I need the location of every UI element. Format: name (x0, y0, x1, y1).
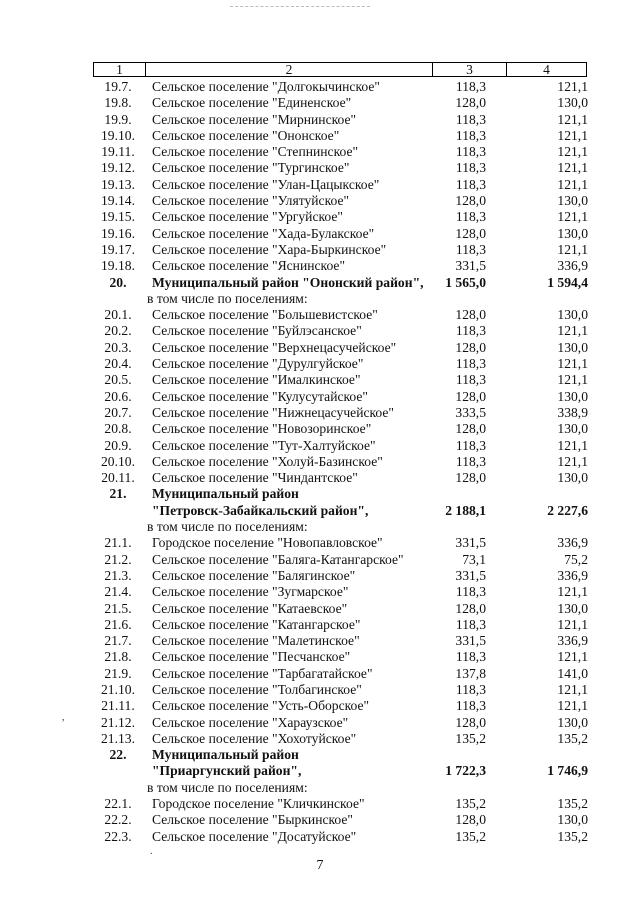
row-value-col3: 331,5 (455, 633, 486, 649)
row-number: 20.8. (104, 421, 132, 437)
row-number: 21.6. (104, 616, 132, 632)
row-value-col3: 2 188,1 (445, 502, 486, 518)
row-value-col4: 121,1 (557, 649, 588, 665)
district-row (0, 486, 640, 502)
row-number: 19.13. (101, 176, 135, 192)
row-value-col4: 121,1 (557, 209, 588, 225)
row-value-col3: 135,2 (455, 828, 486, 844)
row-number: 20.5. (104, 372, 132, 388)
row-value-col3: 128,0 (455, 812, 486, 828)
row-number: 20.9. (104, 437, 132, 453)
row-value-col3: 118,3 (455, 356, 486, 372)
row-name: Сельское поселение "Тургинское" (152, 160, 350, 176)
table-row (0, 584, 640, 600)
row-number: 19.11. (101, 144, 135, 160)
row-value-col3: 118,3 (455, 453, 486, 469)
row-number: 21.7. (104, 633, 132, 649)
row-value-col4: 130,0 (557, 388, 588, 404)
row-number: 21.11. (101, 698, 135, 714)
row-name: в том числе по поселениям: (147, 779, 308, 795)
row-value-col4: 130,0 (557, 421, 588, 437)
table-row (0, 356, 640, 372)
table-row (0, 226, 640, 242)
row-name: Сельское поселение "Толбагинское" (152, 681, 362, 697)
table-row (0, 95, 640, 111)
table-row (0, 731, 640, 747)
table-body (0, 79, 640, 845)
row-value-col3: 118,3 (455, 616, 486, 632)
table-row (0, 666, 640, 682)
row-number: 21.13. (101, 730, 135, 746)
row-value-col4: 121,1 (557, 372, 588, 388)
table-row (0, 698, 640, 714)
row-name: Сельское поселение "Малетинское" (152, 633, 360, 649)
row-value-col3: 331,5 (455, 567, 486, 583)
row-value-col3: 118,3 (455, 111, 486, 127)
row-number: 19.12. (101, 160, 135, 176)
row-value-col3: 118,3 (455, 127, 486, 143)
row-name: "Приаргунский район", (152, 763, 302, 779)
row-value-col4: 121,1 (557, 127, 588, 143)
row-number: 19.15. (101, 209, 135, 225)
table-row (0, 160, 640, 176)
scan-speck: , (62, 712, 65, 723)
table-row (0, 79, 640, 95)
row-name: Сельское поселение "Кулусутайское" (152, 388, 368, 404)
scan-artifact-line (230, 6, 370, 7)
row-name: Сельское поселение "Катангарское" (152, 616, 361, 632)
row-value-col3: 73,1 (462, 551, 486, 567)
row-value-col4: 130,0 (557, 600, 588, 616)
row-value-col4: 130,0 (557, 95, 588, 111)
row-value-col3: 128,0 (455, 193, 486, 209)
table-row (0, 535, 640, 551)
row-value-col3: 128,0 (455, 714, 486, 730)
row-number: 20. (109, 274, 127, 290)
row-number: 19.8. (104, 95, 132, 111)
row-value-col4: 336,9 (557, 258, 588, 274)
row-number: 21.12. (101, 714, 135, 730)
row-name: Сельское поселение "Балягинское" (152, 567, 356, 583)
table-row (0, 177, 640, 193)
row-value-col4: 336,9 (557, 633, 588, 649)
table-header (93, 62, 587, 77)
row-number: 20.4. (104, 356, 132, 372)
row-number: 19.17. (101, 241, 135, 257)
row-value-col3: 331,5 (455, 258, 486, 274)
row-name: Сельское поселение "Хохотуйское" (152, 730, 357, 746)
table-row (0, 421, 640, 437)
row-value-col3: 118,3 (455, 649, 486, 665)
table-row (0, 617, 640, 633)
table-row (0, 470, 640, 486)
table-row (0, 796, 640, 812)
page-number: 7 (316, 858, 324, 873)
row-value-col4: 121,1 (557, 584, 588, 600)
row-name: Сельское поселение "Ургуйское" (152, 209, 343, 225)
table-row (0, 389, 640, 405)
row-value-col4: 121,1 (557, 437, 588, 453)
row-name: Сельское поселение "Единенское" (152, 95, 352, 111)
row-number: 20.2. (104, 323, 132, 339)
row-number: 19.14. (101, 193, 135, 209)
row-value-col4: 1 746,9 (547, 763, 588, 779)
table-row (0, 438, 640, 454)
row-name: Сельское поселение "Буйлэсанское" (152, 323, 362, 339)
row-value-col4: 135,2 (557, 796, 588, 812)
row-name: Муниципальный район "Ононский район", (152, 274, 424, 290)
table-row (0, 812, 640, 828)
row-number: 21.4. (104, 584, 132, 600)
table-row (0, 128, 640, 144)
row-value-col3: 135,2 (455, 796, 486, 812)
row-name: Сельское поселение "Долгокычинское" (152, 79, 380, 94)
table-row (0, 340, 640, 356)
row-value-col3: 118,3 (455, 437, 486, 453)
row-name: Городское поселение "Кличкинское" (152, 796, 365, 812)
table-row (0, 112, 640, 128)
row-value-col4: 135,2 (557, 828, 588, 844)
row-name: Сельское поселение "Катаевское" (152, 600, 348, 616)
subheading-row (0, 519, 640, 535)
row-number: 22.3. (104, 828, 132, 844)
row-value-col3: 128,0 (455, 421, 486, 437)
row-name: Сельское поселение "Ималкинское" (152, 372, 361, 388)
row-value-col3: 118,3 (455, 209, 486, 225)
row-name: Сельское поселение "Тарбагатайское" (152, 665, 373, 681)
row-value-col4: 121,1 (557, 79, 588, 94)
district-row (0, 763, 640, 779)
table-row (0, 209, 640, 225)
row-number: 19.9. (104, 111, 132, 127)
row-value-col4: 338,9 (557, 404, 588, 420)
table-row (0, 829, 640, 845)
row-name: Сельское поселение "Чиндантское" (152, 470, 358, 486)
row-value-col4: 130,0 (557, 193, 588, 209)
row-value-col3: 331,5 (455, 535, 486, 551)
subheading-row (0, 291, 640, 307)
table-row (0, 372, 640, 388)
scan-speck: . (150, 846, 153, 857)
subheading-row (0, 780, 640, 796)
row-name: Муниципальный район (152, 486, 299, 502)
row-name: Сельское поселение "Песчанское" (152, 649, 351, 665)
row-number: 20.3. (104, 339, 132, 355)
row-value-col3: 128,0 (455, 470, 486, 486)
table-row (0, 682, 640, 698)
row-value-col4: 130,0 (557, 225, 588, 241)
row-number: 21.5. (104, 600, 132, 616)
row-number: 22. (109, 747, 127, 763)
row-value-col4: 1 594,4 (547, 274, 588, 290)
row-name: Сельское поселение "Зугмарское" (152, 584, 349, 600)
row-name: Сельское поселение "Тут-Халтуйское" (152, 437, 376, 453)
row-value-col4: 121,1 (557, 453, 588, 469)
table-row (0, 454, 640, 470)
row-value-col4: 121,1 (557, 616, 588, 632)
row-value-col3: 128,0 (455, 388, 486, 404)
row-name: Сельское поселение "Баляга-Катангарское" (152, 551, 404, 567)
row-name: Сельское поселение "Хараузское" (152, 714, 349, 730)
table-row (0, 258, 640, 274)
table-row (0, 601, 640, 617)
row-value-col4: 141,0 (557, 665, 588, 681)
table-row (0, 633, 640, 649)
row-value-col4: 121,1 (557, 323, 588, 339)
row-value-col3: 128,0 (455, 600, 486, 616)
row-name: Сельское поселение "Новозоринское" (152, 421, 372, 437)
row-value-col4: 130,0 (557, 307, 588, 323)
row-value-col3: 118,3 (455, 241, 486, 257)
row-value-col4: 130,0 (557, 714, 588, 730)
row-value-col4: 2 227,6 (547, 502, 588, 518)
row-value-col4: 121,1 (557, 241, 588, 257)
row-value-col3: 118,3 (455, 176, 486, 192)
row-value-col3: 1 722,3 (445, 763, 486, 779)
row-value-col4: 121,1 (557, 356, 588, 372)
row-value-col4: 130,0 (557, 339, 588, 355)
row-number: 19.7. (104, 79, 132, 94)
row-number: 21.8. (104, 649, 132, 665)
row-name: Сельское поселение "Досатуйское" (152, 828, 357, 844)
row-value-col3: 118,3 (455, 323, 486, 339)
row-value-col3: 128,0 (455, 95, 486, 111)
row-name: в том числе по поселениям: (147, 290, 308, 306)
row-value-col4: 130,0 (557, 470, 588, 486)
row-value-col4: 121,1 (557, 176, 588, 192)
district-row (0, 275, 640, 291)
row-number: 19.16. (101, 225, 135, 241)
table-row (0, 242, 640, 258)
row-name: Сельское поселение "Дурулгуйское" (152, 356, 364, 372)
row-name: в том числе по поселениям: (147, 519, 308, 535)
table-row (0, 405, 640, 421)
row-name: Сельское поселение "Быркинское" (152, 812, 353, 828)
row-value-col4: 121,1 (557, 160, 588, 176)
row-value-col3: 118,3 (455, 681, 486, 697)
row-value-col4: 135,2 (557, 730, 588, 746)
header-col-4: 4 (543, 62, 550, 77)
row-number: 19.10. (101, 127, 135, 143)
district-row (0, 747, 640, 763)
row-value-col4: 75,2 (564, 551, 588, 567)
row-value-col4: 121,1 (557, 144, 588, 160)
row-number: 20.7. (104, 404, 132, 420)
row-value-col3: 135,2 (455, 730, 486, 746)
row-name: Муниципальный район (152, 747, 299, 763)
row-value-col3: 118,3 (455, 144, 486, 160)
row-number: 21. (109, 486, 127, 502)
table-row (0, 193, 640, 209)
row-name: Сельское поселение "Хара-Быркинское" (152, 241, 387, 257)
row-number: 21.1. (104, 535, 132, 551)
row-name: "Петровск-Забайкальский район", (152, 502, 369, 518)
row-number: 22.1. (104, 796, 132, 812)
table-row (0, 552, 640, 568)
row-number: 21.3. (104, 567, 132, 583)
row-name: Сельское поселение "Хада-Булакское" (152, 225, 375, 241)
row-value-col3: 118,3 (455, 372, 486, 388)
row-name: Сельское поселение "Яснинское" (152, 258, 346, 274)
row-value-col3: 1 565,0 (445, 274, 486, 290)
header-col-1: 1 (94, 63, 146, 76)
table-row (0, 568, 640, 584)
row-value-col3: 118,3 (455, 160, 486, 176)
row-number: 19.18. (101, 258, 135, 274)
row-value-col3: 128,0 (455, 225, 486, 241)
row-name: Сельское поселение "Верхнецасучейское" (152, 339, 397, 355)
row-name: Сельское поселение "Холуй-Базинское" (152, 453, 383, 469)
row-value-col3: 118,3 (455, 584, 486, 600)
row-number: 20.1. (104, 307, 132, 323)
row-number: 21.2. (104, 551, 132, 567)
row-name: Городское поселение "Новопавловское" (152, 535, 383, 551)
row-name: Сельское поселение "Улан-Цацыкское" (152, 176, 380, 192)
table-row (0, 649, 640, 665)
row-number: 22.2. (104, 812, 132, 828)
row-value-col4: 121,1 (557, 111, 588, 127)
row-value-col4: 336,9 (557, 535, 588, 551)
row-name: Сельское поселение "Улятуйское" (152, 193, 350, 209)
table-row (0, 323, 640, 339)
row-value-col4: 130,0 (557, 812, 588, 828)
row-number: 20.11. (101, 470, 135, 486)
row-number: 20.6. (104, 388, 132, 404)
row-value-col3: 128,0 (455, 307, 486, 323)
row-name: Сельское поселение "Усть-Оборское" (152, 698, 370, 714)
row-name: Сельское поселение "Большевистское" (152, 307, 378, 323)
row-number: 20.10. (101, 453, 135, 469)
row-value-col3: 118,3 (455, 79, 486, 94)
row-number: 21.10. (101, 681, 135, 697)
row-name: Сельское поселение "Степнинское" (152, 144, 359, 160)
row-value-col3: 137,8 (455, 665, 486, 681)
row-value-col3: 118,3 (455, 698, 486, 714)
row-value-col4: 336,9 (557, 567, 588, 583)
row-name: Сельское поселение "Нижнецасучейское" (152, 404, 394, 420)
row-value-col3: 128,0 (455, 339, 486, 355)
row-value-col3: 333,5 (455, 404, 486, 420)
row-name: Сельское поселение "Мирнинское" (152, 111, 357, 127)
row-number: 21.9. (104, 665, 132, 681)
table-row (0, 715, 640, 731)
table-row (0, 144, 640, 160)
header-col-2: 2 (146, 63, 433, 76)
row-value-col4: 121,1 (557, 698, 588, 714)
row-value-col4: 121,1 (557, 681, 588, 697)
row-name: Сельское поселение "Ононское" (152, 127, 340, 143)
table-row (0, 307, 640, 323)
district-row (0, 503, 640, 519)
header-col-3: 3 (433, 63, 507, 76)
